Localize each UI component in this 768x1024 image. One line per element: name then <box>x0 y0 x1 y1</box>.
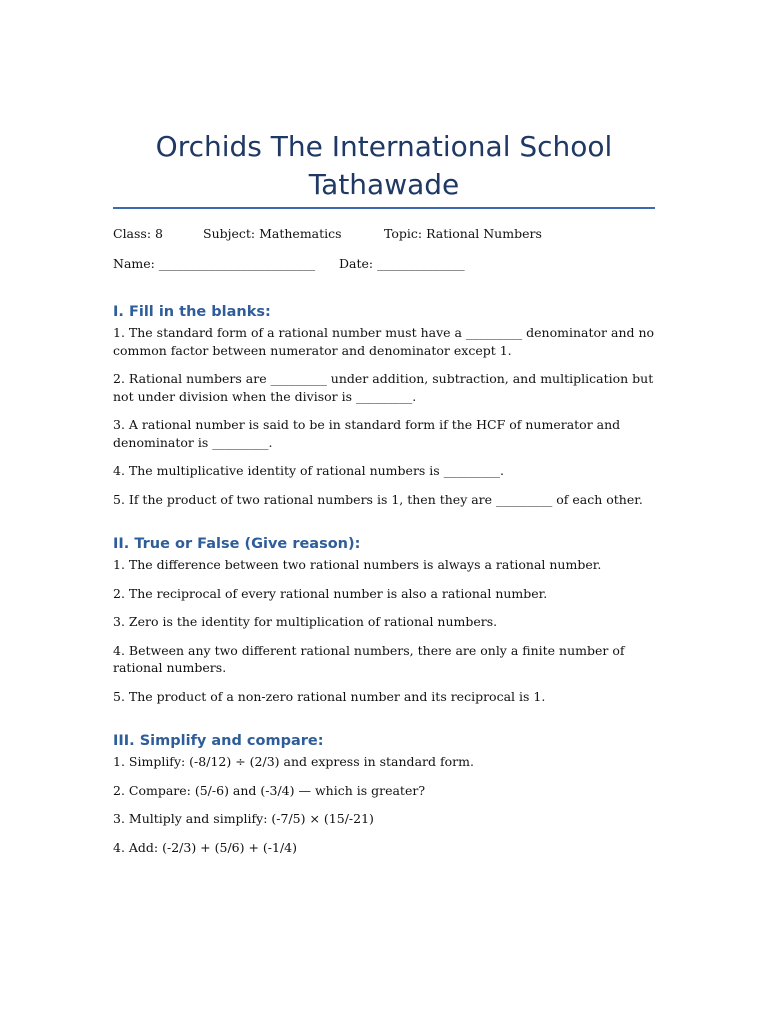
question-item: 1. The standard form of a rational number must have a _________ denominator and no common factor between numerator and denominator except 1. <box>113 325 655 358</box>
section-heading: III. Simplify and compare: <box>113 733 324 749</box>
name-field[interactable]: Name: _________________________ <box>113 256 316 271</box>
question-item: 4. Add: (-2/3) + (5/6) + (-1/4) <box>113 839 298 855</box>
section-heading: II. True or False (Give reason): <box>113 536 361 552</box>
title-divider <box>113 207 655 209</box>
question-item: 4. Between any two different rational numbers, there are only a finite number of rational numbers. <box>113 642 625 675</box>
question-item: 5. The product of a non-zero rational number and its reciprocal is 1. <box>113 688 546 704</box>
school-campus: Tathawade <box>308 168 460 201</box>
section-heading: I. Fill in the blanks: <box>113 304 271 320</box>
question-item: 2. Compare: (5/-6) and (-3/4) — which is greater? <box>113 782 426 798</box>
topic-label: Topic: Rational Numbers <box>384 226 542 241</box>
question-item: 2. Rational numbers are _________ under addition, subtraction, and multiplication but not under division when the divisor is _________. <box>113 371 654 404</box>
question-item: 3. Zero is the identity for multiplication of rational numbers. <box>113 614 498 629</box>
section-fill-in-the-blanks <box>113 302 655 508</box>
student-info-row <box>113 256 655 272</box>
subject-label: Subject: Mathematics <box>203 226 342 241</box>
question-item: 2. The reciprocal of every rational number is also a rational number. <box>113 585 548 601</box>
school-title <box>113 128 655 204</box>
question-item: 4. The multiplicative identity of rational numbers is _________. <box>113 463 504 478</box>
question-item: 3. A rational number is said to be in standard form if the HCF of numerator and denominator is _________. <box>113 417 621 450</box>
worksheet-page <box>113 128 655 867</box>
question-item: 1. The difference between two rational numbers is always a rational number. <box>113 557 602 572</box>
date-field[interactable]: Date: ______________ <box>339 256 465 271</box>
question-item: 3. Multiply and simplify: (-7/5) × (15/-21) <box>113 811 374 826</box>
question-item: 1. Simplify: (-8/12) ÷ (2/3) and express in standard form. <box>113 754 474 769</box>
question-item: 5. If the product of two rational numbers is 1, then they are _________ of each other. <box>113 491 643 507</box>
class-info-row <box>113 226 655 242</box>
school-name: Orchids The International School <box>155 130 613 163</box>
class-label: Class: 8 <box>113 226 163 241</box>
section-true-or-false <box>113 534 655 705</box>
section-simplify-and-compare <box>113 731 655 856</box>
